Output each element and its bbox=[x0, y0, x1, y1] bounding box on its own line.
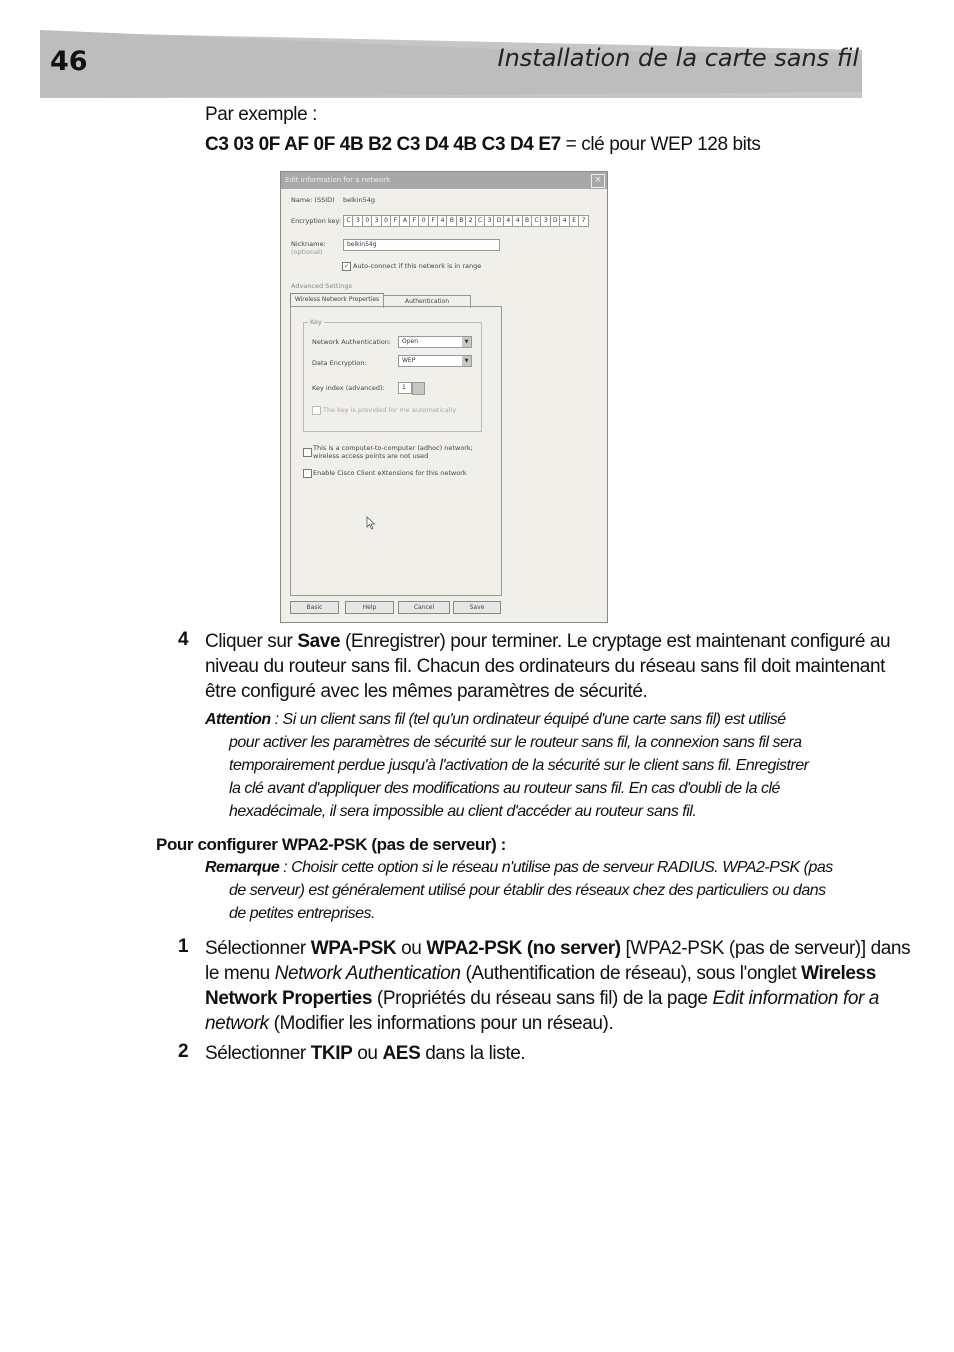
step-2-text: dans la liste. bbox=[420, 1043, 526, 1064]
chevron-down-icon: ▼ bbox=[462, 337, 471, 347]
step-1-number: 1 bbox=[178, 936, 189, 957]
attention-text: : Si un client sans fil (tel qu'un ordinateur équipé d'une carte sans fil) est utilisé bbox=[270, 711, 786, 728]
encryption-key-char: 3 bbox=[484, 215, 495, 227]
attention-line4: la clé avant d'appliquer des modifications au routeur sans fil. En cas d'oubli de la clé bbox=[229, 780, 780, 797]
encryption-key-char: C bbox=[531, 215, 542, 227]
page-number: 46 bbox=[50, 46, 88, 77]
encryption-key-char: B bbox=[522, 215, 533, 227]
ssid-label: Name: (SSID) bbox=[291, 196, 335, 204]
step-2-line bbox=[205, 1041, 525, 1066]
save-button[interactable]: Save bbox=[453, 601, 501, 614]
dialog-title-bar bbox=[281, 172, 607, 189]
ssid-value: belkin54g bbox=[343, 196, 376, 204]
network-auth-select[interactable] bbox=[398, 336, 472, 348]
auto-connect-checkbox[interactable]: ✓ bbox=[343, 263, 350, 270]
remarque-label: Remarque bbox=[205, 859, 280, 876]
encryption-key-char: 4 bbox=[503, 215, 514, 227]
wpa2-heading: Pour configurer WPA2-PSK (pas de serveur) : bbox=[156, 835, 506, 854]
data-encryption-select[interactable] bbox=[398, 355, 472, 367]
encryption-key-char: 0 bbox=[418, 215, 429, 227]
remarque-line2: de serveur) est généralement utilisé pour établir des réseaux chez des particuliers ou dans bbox=[229, 882, 826, 899]
step-4-save-bold: Save bbox=[297, 631, 341, 652]
tab-wireless-network-properties[interactable]: Wireless Network Properties bbox=[290, 293, 384, 307]
step-1-text: ou bbox=[396, 938, 427, 959]
step-4-line2: niveau du routeur sans fil. Chacun des ordinateurs du réseau sans fil doit maintenant bbox=[205, 656, 885, 677]
adhoc-checkbox[interactable] bbox=[303, 448, 312, 457]
step-4-line3: être configuré avec les mêmes paramètres de sécurité. bbox=[205, 681, 648, 702]
auto-key-label: The key is provided for me automatically bbox=[323, 406, 457, 414]
step-1-italic: network bbox=[205, 1013, 269, 1034]
example-key-line bbox=[205, 132, 761, 157]
encryption-key-label: Encryption key: bbox=[291, 217, 342, 225]
encryption-key-char: 0 bbox=[362, 215, 373, 227]
encryption-key-char: F bbox=[409, 215, 420, 227]
encryption-key-char: 3 bbox=[352, 215, 363, 227]
close-icon[interactable]: × bbox=[591, 174, 605, 188]
encryption-key-char: 7 bbox=[578, 215, 589, 227]
encryption-key-char: D bbox=[550, 215, 561, 227]
step-1-line1 bbox=[205, 936, 910, 961]
auto-key-checkbox[interactable] bbox=[312, 406, 321, 415]
step-2-bold: TKIP bbox=[310, 1043, 353, 1064]
remarque-text: : Choisir cette option si le réseau n'utilise pas de serveur RADIUS. WPA2-PSK (pas bbox=[279, 859, 833, 876]
step-2-number: 2 bbox=[178, 1041, 189, 1062]
network-auth-label: Network Authentication: bbox=[312, 338, 392, 346]
example-intro: Par exemple : bbox=[205, 104, 318, 125]
basic-button[interactable]: Basic bbox=[290, 601, 339, 614]
key-index-input[interactable]: 1 bbox=[398, 382, 412, 394]
encryption-key-char: B bbox=[456, 215, 467, 227]
key-group-label: Key bbox=[310, 318, 322, 326]
help-button[interactable]: Help bbox=[345, 601, 394, 614]
encryption-key-char: 0 bbox=[381, 215, 392, 227]
step-1-bold: Wireless bbox=[801, 963, 876, 984]
key-index-label: Key index (advanced): bbox=[312, 384, 385, 392]
step-1-text: (Modifier les informations pour un réseau). bbox=[268, 1013, 614, 1034]
step-1-bold: WPA2-PSK (no server) bbox=[426, 938, 621, 959]
chevron-down-icon: ▼ bbox=[462, 356, 471, 366]
step-1-text: (Propriétés du réseau sans fil) de la page bbox=[372, 988, 713, 1009]
network-auth-value: Open bbox=[402, 338, 419, 345]
remarque-line1 bbox=[205, 856, 833, 879]
key-index-spinner-icon[interactable] bbox=[412, 382, 425, 395]
nickname-label: Nickname: bbox=[291, 240, 326, 248]
encryption-key-char: E bbox=[569, 215, 580, 227]
encryption-key-char: C bbox=[343, 215, 354, 227]
advanced-settings-label: Advanced Settings bbox=[291, 282, 352, 290]
encryption-key-char: 4 bbox=[512, 215, 523, 227]
encryption-key-char: 4 bbox=[437, 215, 448, 227]
encryption-key-char: 3 bbox=[371, 215, 382, 227]
data-encryption-label: Data Encryption: bbox=[312, 359, 367, 367]
step-4-text: (Enregistrer) pour terminer. Le cryptage est maintenant configuré au bbox=[340, 631, 891, 652]
encryption-key-char: D bbox=[493, 215, 504, 227]
auto-connect-label: Auto-connect if this network is in range bbox=[353, 262, 482, 270]
tab-authentication[interactable]: Authentication bbox=[383, 295, 471, 308]
nickname-input[interactable]: belkin54g bbox=[343, 239, 500, 251]
step-4-line1 bbox=[205, 629, 890, 654]
example-key-suffix: = clé pour WEP 128 bits bbox=[560, 134, 761, 155]
step-1-line3 bbox=[205, 986, 879, 1011]
step-2-text: Sélectionner bbox=[205, 1043, 311, 1064]
step-2-text: ou bbox=[352, 1043, 383, 1064]
step-1-bold: Network Properties bbox=[205, 988, 373, 1009]
attention-line3: temporairement perdue jusqu'à l'activation de la sécurité sur le client sans fil. Enregistrer bbox=[229, 757, 809, 774]
step-2-bold: AES bbox=[382, 1043, 421, 1064]
encryption-key-char: C bbox=[475, 215, 486, 227]
step-1-text: Sélectionner bbox=[205, 938, 311, 959]
attention-label: Attention bbox=[205, 711, 271, 728]
step-1-italic: Network Authentication bbox=[274, 963, 461, 984]
encryption-key-char: 2 bbox=[465, 215, 476, 227]
encryption-key-char: A bbox=[399, 215, 410, 227]
encryption-key-char: 4 bbox=[559, 215, 570, 227]
nickname-optional: (optional) bbox=[291, 248, 323, 256]
cancel-button[interactable]: Cancel bbox=[398, 601, 450, 614]
encryption-key-char: F bbox=[428, 215, 439, 227]
step-1-line4 bbox=[205, 1011, 613, 1036]
step-4-text: Cliquer sur bbox=[205, 631, 298, 652]
remarque-line3: de petites entreprises. bbox=[229, 905, 375, 922]
step-1-bold: WPA-PSK bbox=[310, 938, 397, 959]
step-1-line2 bbox=[205, 961, 876, 986]
step-4-number: 4 bbox=[178, 629, 189, 650]
mouse-cursor-icon bbox=[366, 516, 376, 530]
cisco-label: Enable Cisco Client eXtensions for this network bbox=[313, 469, 467, 477]
encryption-key-char: F bbox=[390, 215, 401, 227]
attention-line2: pour activer les paramètres de sécurité sur le routeur sans fil, la connexion sans fil sera bbox=[229, 734, 802, 751]
cisco-checkbox[interactable] bbox=[303, 469, 312, 478]
step-1-text: (Authentification de réseau), sous l'onglet bbox=[460, 963, 802, 984]
edit-network-dialog bbox=[280, 171, 608, 623]
example-key-hex: C3 03 0F AF 0F 4B B2 C3 D4 4B C3 D4 E7 bbox=[205, 134, 561, 155]
chapter-title: Installation de la carte sans fil bbox=[497, 44, 859, 72]
encryption-key-char: B bbox=[446, 215, 457, 227]
step-1-text: [WPA2-PSK (pas de serveur)] dans bbox=[620, 938, 911, 959]
step-1-text: le menu bbox=[205, 963, 275, 984]
dialog-title: Edit information for a network bbox=[285, 176, 391, 184]
attention-line1 bbox=[205, 708, 786, 731]
encryption-key-char: 3 bbox=[540, 215, 551, 227]
adhoc-label-line1: This is a computer-to-computer (adhoc) network; bbox=[313, 444, 473, 452]
attention-line5: hexadécimale, il sera impossible au client d'accéder au routeur sans fil. bbox=[229, 803, 697, 820]
data-encryption-value: WEP bbox=[402, 357, 416, 364]
step-1-italic: Edit information for a bbox=[712, 988, 879, 1009]
adhoc-label-line2: wireless access points are not used bbox=[313, 452, 429, 460]
